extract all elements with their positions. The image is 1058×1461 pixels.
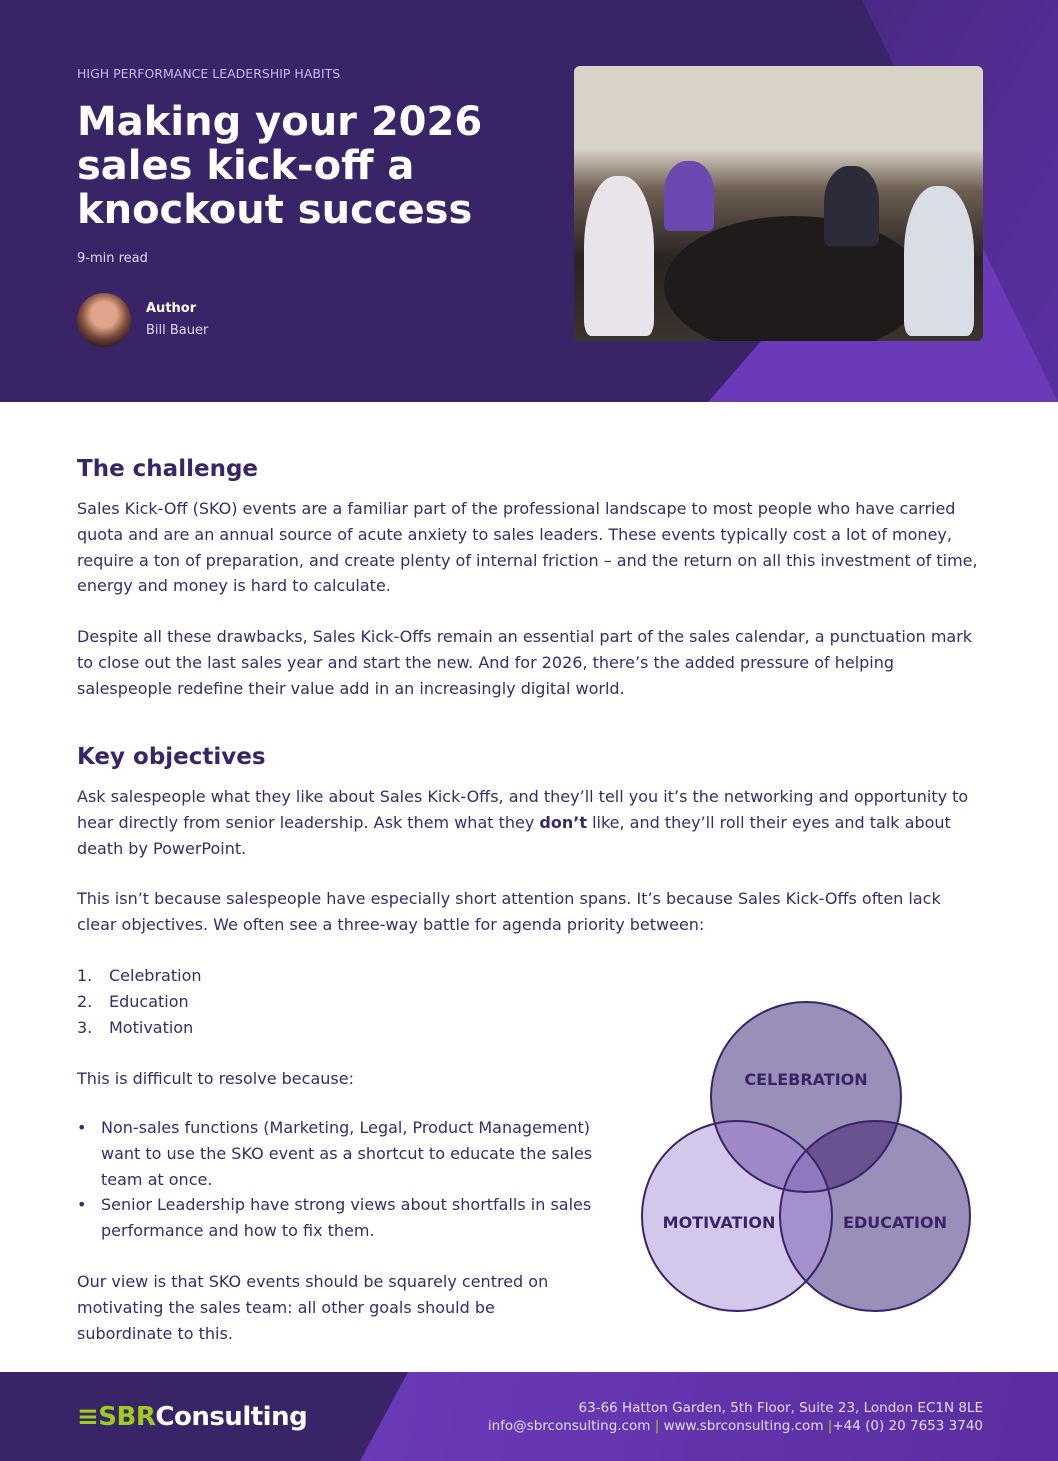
- section-heading: Key objectives: [77, 744, 266, 770]
- section-heading: The challenge: [77, 456, 259, 482]
- text: Ask salespeople what they like about Sales Kick-Offs, and they’ll tell you it’s the networking and opportunity to hear directly from senior leadership. Ask them what they: [77, 787, 969, 832]
- list-text: Motivation: [109, 1017, 194, 1037]
- numbered-list: [77, 963, 202, 1040]
- venn-label-motivation: MOTIVATION: [662, 1213, 776, 1232]
- hero-photo: [574, 66, 983, 341]
- kicker: HIGH PERFORMANCE LEADERSHIP HABITS: [77, 66, 341, 81]
- paragraph: Our view is that SKO events should be squarely centred on motivating the sales team: all other goals should be subordinate to this.: [77, 1272, 549, 1343]
- paragraph: This isn’t because salespeople have especially short attention spans. It’s because Sales Kick-Offs often lack clear objectives. We often see a three-way battle for agenda priority between:: [77, 889, 941, 934]
- list-text: Celebration: [109, 966, 202, 985]
- page-title: Making your 2026 sales kick-off a knockout success: [77, 99, 483, 233]
- bullet-list: [77, 1115, 617, 1244]
- paragraph: This is difficult to resolve because:: [77, 1069, 354, 1088]
- author-avatar: [77, 293, 131, 347]
- author-label: Author: [146, 301, 197, 316]
- logo-text: SBR: [98, 1402, 156, 1432]
- footer-address: 63-66 Hatton Garden, 5th Floor, Suite 23, London EC1N 8LE: [578, 1400, 983, 1416]
- venn-label-celebration: CELEBRATION: [744, 1070, 868, 1089]
- emphasis: don’t: [539, 812, 587, 832]
- bullet-item: • Senior Leadership have strong views about shortfalls in sales performance and how to fix them.: [77, 1192, 617, 1244]
- read-time: 9-min read: [77, 251, 148, 266]
- logo-text: Consulting: [155, 1402, 308, 1432]
- footer: [0, 1372, 1058, 1461]
- separator: |: [654, 1418, 660, 1434]
- logo-mark-icon: ≡: [77, 1402, 99, 1432]
- venn-label-education: EDUCATION: [843, 1213, 947, 1232]
- email-link[interactable]: info@sbrconsulting.com: [487, 1418, 651, 1434]
- footer-contact: [488, 1399, 983, 1435]
- paragraph: [77, 784, 987, 861]
- author-name: Bill Bauer: [146, 323, 209, 338]
- website-link[interactable]: www.sbrconsulting.com: [663, 1418, 824, 1434]
- list-item: [77, 1015, 202, 1041]
- phone-number: +44 (0) 20 7653 3740: [832, 1418, 983, 1434]
- list-item: [77, 963, 202, 989]
- sbr-logo: [77, 1402, 307, 1432]
- separator: |: [827, 1418, 833, 1434]
- list-number: 2.: [77, 991, 93, 1011]
- photo-table: [664, 216, 924, 341]
- venn-diagram: [630, 995, 990, 1325]
- text: like, and they’ll roll their eyes and talk about death by PowerPoint.: [77, 812, 951, 858]
- paragraph: Despite all these drawbacks, Sales Kick-Offs remain an essential part of the sales calendar, a punctuation mark to close out the last sales year and start the new. And for 2026, there’s the added pressure of helping salespeople redefine their value add in an increasingly digital world.: [77, 627, 973, 698]
- list-item: [77, 989, 202, 1015]
- bullet-item: • Non-sales functions (Marketing, Legal, Product Management) want to use the SKO event as a shortcut to educate the sales team at once.: [77, 1115, 617, 1192]
- list-number: 3.: [77, 1017, 93, 1037]
- list-number: 1.: [77, 966, 93, 985]
- paragraph: Sales Kick-Off (SKO) events are a familiar part of the professional landscape to most people who have carried quota and are an annual source of acute anxiety to sales leaders. These events typically cost a lot of money, require a ton of preparation, and create plenty of internal friction – and the return on all this investment of time, energy and money is hard to calculate.: [77, 499, 978, 596]
- hero-banner: [0, 0, 1058, 402]
- list-text: Education: [109, 991, 189, 1011]
